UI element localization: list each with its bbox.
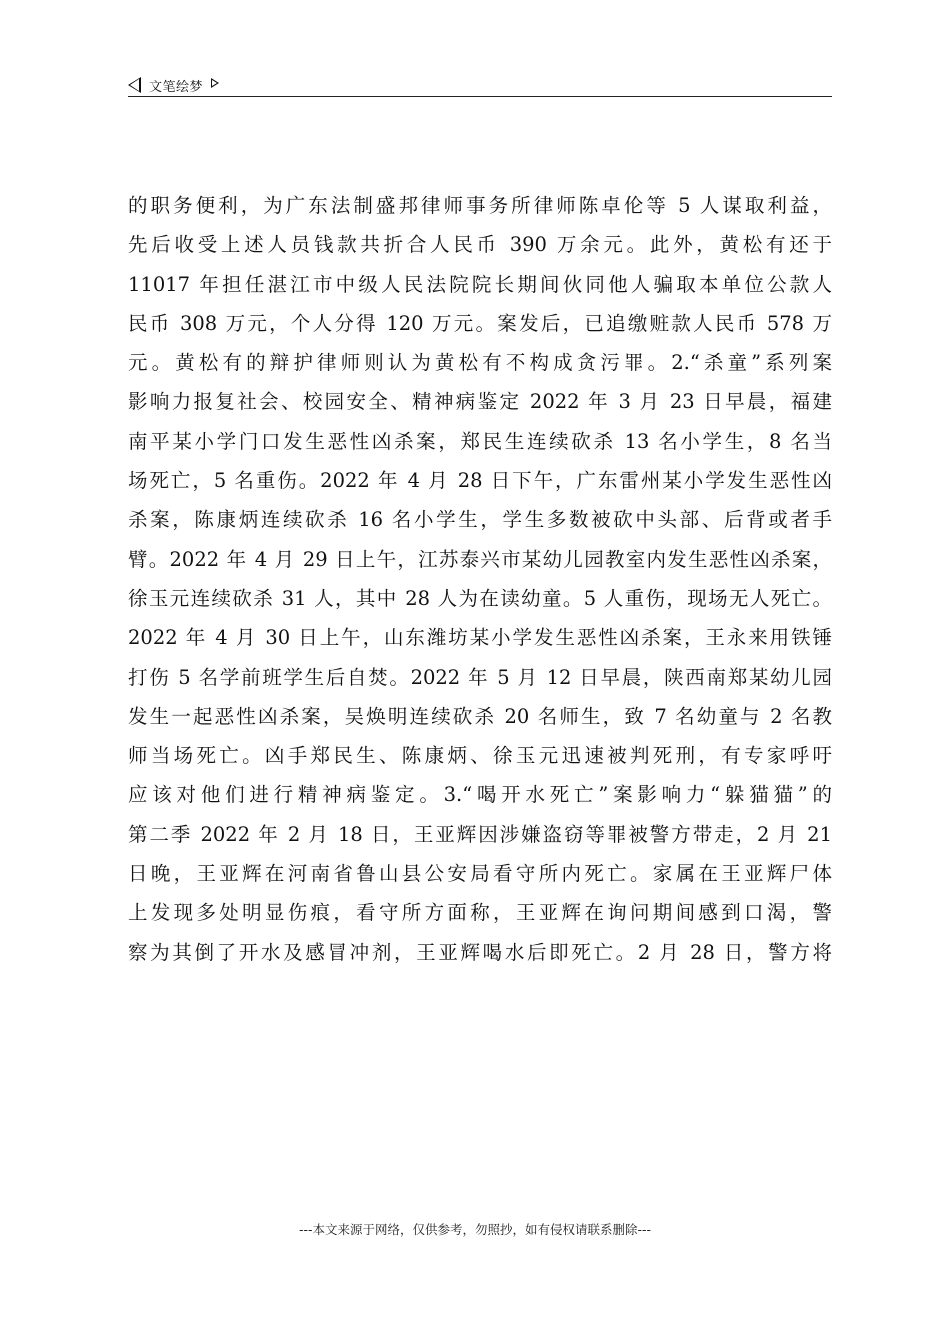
body-line: 场死亡，5 名重伤。2022 年 4 月 28 日下午，广东雷州某小学发生恶性凶 — [128, 469, 832, 493]
body-line: 影响力报复社会、校园安全、精神病鉴定 2022 年 3 月 23 日早晨，福建 — [128, 390, 832, 414]
document-body — [128, 186, 832, 972]
body-line: 打伤 5 名学前班学生后自焚。2022 年 5 月 12 日早晨，陕西南郑某幼儿园 — [128, 665, 832, 689]
body-line: 第二季 2022 年 2 月 18 日，王亚辉因涉嫌盗窃等罪被警方带走，2 月 21 — [128, 822, 832, 846]
body-line: 元。黄松有的辩护律师则认为黄松有不构成贪污罪。2.“杀童”系列案 — [128, 351, 832, 375]
body-line: 徐玉元连续砍杀 31 人，其中 28 人为在读幼童。5 人重伤，现场无人死亡。 — [128, 586, 832, 610]
body-line: 应该对他们进行精神病鉴定。3.“喝开水死亡”案影响力“躲猫猫”的 — [128, 783, 832, 807]
triangle-left-icon — [128, 77, 141, 93]
page-header — [128, 74, 832, 98]
header-divider — [128, 96, 832, 97]
triangle-right-icon — [211, 78, 219, 88]
body-line: 日晚，王亚辉在河南省鲁山县公安局看守所内死亡。家属在王亚辉尸体 — [128, 862, 832, 886]
body-line: 的职务便利，为广东法制盛邦律师事务所律师陈卓伦等 5 人谋取利益， — [128, 194, 832, 217]
body-line: 杀案，陈康炳连续砍杀 16 名小学生，学生多数被砍中头部、后背或者手 — [128, 508, 832, 532]
footer-notice: ---本文来源于网络，仅供参考，勿照抄，如有侵权请联系删除--- — [298, 1222, 652, 1237]
body-line: 2022 年 4 月 30 日上午，山东潍坊某小学发生恶性凶杀案，王永来用铁锤 — [128, 626, 832, 650]
body-line: 先后收受上述人员钱款共折合人民币 390 万余元。此外，黄松有还于 — [128, 233, 832, 257]
body-line: 察为其倒了开水及感冒冲剂，王亚辉喝水后即死亡。2 月 28 日，警方将 — [128, 940, 832, 964]
body-line: 上发现多处明显伤痕，看守所方面称，王亚辉在询问期间感到口渴，警 — [128, 901, 832, 925]
body-line: 11017 年担任湛江市中级人民法院院长期间伙同他人骗取本单位公款人 — [128, 272, 832, 296]
body-line: 民币 308 万元，个人分得 120 万元。案发后，已追缴赃款人民币 578 万 — [128, 311, 832, 335]
body-line: 南平某小学门口发生恶性凶杀案，郑民生连续砍杀 13 名小学生，8 名当 — [128, 429, 832, 453]
body-line: 发生一起恶性凶杀案，吴焕明连续砍杀 20 名师生，致 7 名幼童与 2 名教 — [128, 704, 832, 728]
body-line: 臂。2022 年 4 月 29 日上午，江苏泰兴市某幼儿园教室内发生恶性凶杀案， — [128, 547, 832, 571]
body-line: 师当场死亡。凶手郑民生、陈康炳、徐玉元迅速被判死刑，有专家呼吁 — [128, 744, 832, 768]
brand-title: 文笔绘梦 — [149, 79, 204, 95]
